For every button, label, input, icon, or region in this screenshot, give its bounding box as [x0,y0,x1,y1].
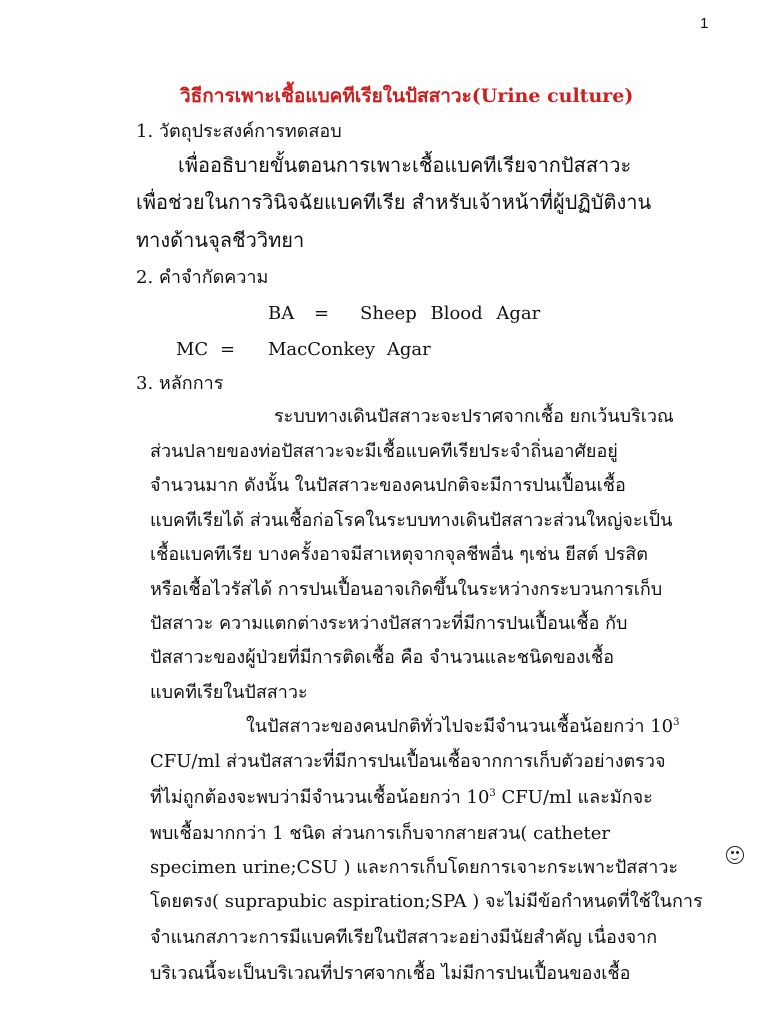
page-number: 1 [700,15,709,32]
section-2-heading: 2. คำจำกัดความ [136,267,269,288]
section-3-heading: 3. หลักการ [136,373,224,394]
paragraph-line: จำนวนมาก ดังนั้น ในปัสสาวะของคนปกติจะมีการปนเปื้อนเชื้อ [150,475,626,496]
definition-meaning: Sheep Blood Agar [360,303,541,324]
definition-equals: = [220,339,236,360]
paragraph-line: CFU/ml ส่วนปัสสาวะที่มีการปนเปื้อนเชื้อจากการเก็บตัวอย่างตรวจ [150,751,666,772]
paragraph-line: โดยตรง( suprapubic aspiration;SPA ) จะไม่มีข้อกำหนดที่ใช้ในการ [150,891,703,912]
exponent: 3 [673,717,680,728]
exponent: 3 [489,788,496,799]
paragraph-line: แบคทีเรียได้ ส่วนเชื้อก่อโรคในระบบทางเดินปัสสาวะส่วนใหญ่จะเป็น [150,510,673,531]
section-1-line-3: ทางด้านจุลชีววิทยา [136,228,305,252]
paragraph-text: ในปัสสาวะของคนปกติทั่วไปจะมีจำนวนเชื้อน้อยกว่า 10 [246,716,674,737]
paragraph-text: CFU/ml และมักจะ [495,787,653,808]
paragraph-text: ที่ไม่ถูกต้องจะพบว่ามีจำนวนเชื้อน้อยกว่า 10 [150,787,490,808]
definition-meaning: MacConkey Agar [268,339,431,360]
paragraph-line [150,786,653,810]
section-1-line-1: เพื่ออธิบายขั้นตอนการเพาะเชื้อแบคทีเรียจากปัสสาวะ [178,153,632,177]
paragraph-line: specimen urine;CSU ) และการเก็บโดยการเจาะกระเพาะปัสสาวะ [150,857,679,878]
smiley-mouth [730,853,739,860]
paragraph-line: จำแนกสภาวะการมีแบคทีเรียในปัสสาวะอย่างมีนัยสำคัญ เนื่องจาก [150,927,658,948]
definition-abbr: BA [268,303,295,324]
paragraph-line: ส่วนปลายของท่อปัสสาวะจะมีเชื้อแบคทีเรียประจำถิ่นอาศัยอยู่ [150,441,618,462]
paragraph-line: หรือเชื้อไวรัสได้ การปนเปื้อนอาจเกิดขึ้นในระหว่างกระบวนการเก็บ [150,579,663,600]
paragraph-line: พบเชื้อมากกว่า 1 ชนิด ส่วนการเก็บจากสายสวน( catheter [150,823,610,844]
smiley-face-icon [726,846,744,864]
paragraph-line [246,715,680,739]
definition-abbr: MC [176,339,209,360]
paragraph-line: เชื้อแบคทีเรีย บางครั้งอาจมีสาเหตุจากจุลชีพอื่น ๆเช่น ยีสต์ ปรสิต [150,544,648,565]
definition-equals: = [314,303,330,324]
paragraph-line: ปัสสาวะ ความแตกต่างระหว่างปัสสาวะที่มีการปนเปื้อนเชื้อ กับ [150,613,628,634]
paragraph-line: แบคทีเรียในปัสสาวะ [150,682,308,703]
paragraph-line: บริเวณนี้จะเป็นบริเวณที่ปราศจากเชื้อ ไม่มีการปนเปื้อนของเชื้อ [150,963,631,984]
paragraph-line: ระบบทางเดินปัสสาวะจะปราศจากเชื้อ ยกเว้นบริเวณ [274,406,674,427]
section-1-heading: 1. วัตถุประสงค์การทดสอบ [136,121,342,142]
section-1-line-2: เพื่อช่วยในการวินิจฉัยแบคทีเรีย สำหรับเจ้าหน้าที่ผู้ปฏิบัติงาน [136,190,652,214]
paragraph-line: ปัสสาวะของผู้ป่วยที่มีการติดเชื้อ คือ จำนวนและชนิดของเชื้อ [150,647,615,668]
document-title: วิธีการเพาะเชื้อแบคทีเรียในปัสสาวะ(Urine culture) [180,85,634,107]
